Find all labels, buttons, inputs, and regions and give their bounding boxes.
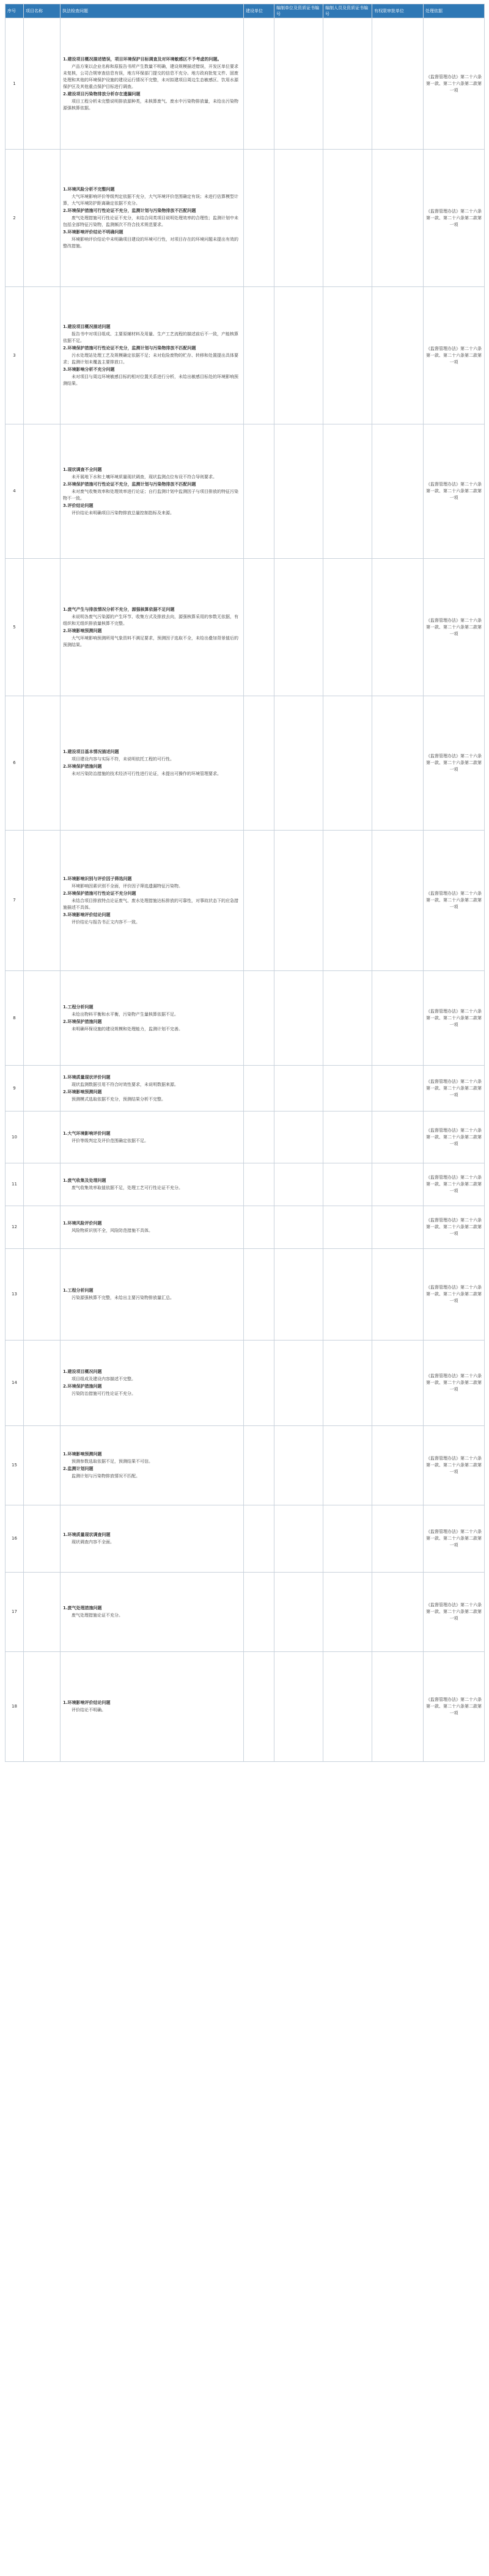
handling-basis: 《监督管理办法》第二十六条第一款、第二十六条第二款第一项 [424, 831, 485, 971]
handling-basis: 《监督管理办法》第二十六条第一款、第二十六条第二款第一项 [424, 150, 485, 287]
issue-text: 环境影响因素识别不全面，评价因子筛选遗漏特征污染物。 [72, 883, 183, 889]
compiler-staff [323, 1426, 372, 1505]
compiler-unit [274, 696, 323, 831]
issue-cell [61, 831, 244, 971]
compiler-unit [274, 1249, 323, 1341]
issue-heading: 1.废气收集及处理问题 [63, 1178, 106, 1183]
issue-text: 项目建设内容与实际不符，未说明依托工程的可行性。 [72, 757, 174, 762]
row-number: 17 [6, 1573, 24, 1652]
issue-heading: 2.监测计划问题 [63, 1466, 94, 1471]
issue-text: 风险物质识别不全，风险防范措施不具体。 [72, 1228, 153, 1233]
issue-heading: 1.环境质量现状评价问题 [63, 1074, 111, 1080]
header-approval-unit: 有权限审批单位 [372, 4, 424, 18]
approval-unit [372, 1505, 424, 1573]
table-row [6, 18, 485, 150]
handling-basis: 《监督管理办法》第二十六条第一款、第二十六条第二款第一项 [424, 1652, 485, 1762]
approval-unit [372, 971, 424, 1066]
project-name [24, 1341, 61, 1426]
compiler-unit [274, 287, 323, 424]
issue-text: 预测参数选取依据不足，预测结果不可信。 [72, 1459, 153, 1464]
issue-heading: 2.环境保护措施可行性论证不充分，监测计划与污染物排放不匹配问题 [63, 346, 196, 351]
compiler-unit [274, 1573, 323, 1652]
row-number: 8 [6, 971, 24, 1066]
project-name [24, 1163, 61, 1206]
row-number: 9 [6, 1066, 24, 1112]
table-header-row [6, 4, 485, 18]
approval-unit [372, 831, 424, 971]
table-row [6, 1206, 485, 1249]
issue-text: 评价结论与报告书正文内容不一致。 [72, 919, 140, 925]
project-name [24, 287, 61, 424]
table-row [6, 971, 485, 1066]
handling-basis: 《监督管理办法》第二十六条第一款、第二十六条第二款第一项 [424, 1426, 485, 1505]
issue-text: 评价结论未明确项目污染物排放总量控制指标及来源。 [72, 510, 174, 515]
compiler-unit [274, 1652, 323, 1762]
table-row [6, 424, 485, 559]
row-number: 5 [6, 559, 24, 696]
builder-unit [244, 559, 274, 696]
issue-text: 未结合项目排放特点论证废气、废水处理措施达标排放的可靠性，对事故状态下的应急措施描述不具体。 [63, 898, 238, 910]
issue-heading: 2.环境影响预测问题 [63, 628, 102, 633]
issue-heading: 3.环境影响评价结论不明确问题 [63, 230, 123, 235]
project-name [24, 971, 61, 1066]
issue-text: 产品方案以企业名称和原报告书所产生数量不明确，建设规模描述错误，开发区单位要求未复核，公司合规审查信息有误，地方环保部门提交的信息不充分。地方政府批复文件、固废处理和其他的环境保护设施的建设运行情况不完整，未对拟建项目周边生态敏感区、饮用水源保护区及其他重点保护目标进行调查。 [63, 64, 238, 89]
table-body [6, 18, 485, 1762]
issue-text: 未对项目与周边环境敏感目标的相对位置关系进行分析，未给出敏感目标处的环境影响预测结果。 [63, 374, 238, 386]
approval-unit [372, 559, 424, 696]
row-number: 15 [6, 1426, 24, 1505]
builder-unit [244, 150, 274, 287]
issue-heading: 1.环境影响评价结论问题 [63, 1700, 111, 1705]
builder-unit [244, 1426, 274, 1505]
builder-unit [244, 971, 274, 1066]
issue-heading: 1.建设项目概况描述错误，项目环境保护目标调查及对环境敏感区不予考虑的问题。 [63, 56, 222, 62]
builder-unit [244, 424, 274, 559]
handling-basis: 《监督管理办法》第二十六条第一款、第二十六条第二款第一项 [424, 1206, 485, 1249]
issue-heading: 3.环境影响评价结论问题 [63, 912, 111, 917]
table-row [6, 831, 485, 971]
issue-heading: 3.评价结论问题 [63, 503, 94, 508]
compiler-unit [274, 1206, 323, 1249]
row-number: 1 [6, 18, 24, 150]
handling-basis: 《监督管理办法》第二十六条第一款、第二十六条第二款第一项 [424, 1573, 485, 1652]
issue-heading: 1.环境影响识别与评价因子筛选问题 [63, 876, 132, 881]
project-name [24, 18, 61, 150]
issue-heading: 1.工程分析问题 [63, 1004, 94, 1010]
issue-cell [61, 1573, 244, 1652]
issue-cell [61, 971, 244, 1066]
issue-cell [61, 287, 244, 424]
issue-heading: 2.环境保护措施问题 [63, 764, 102, 769]
issue-heading: 2.环境影响预测问题 [63, 1089, 102, 1094]
issue-text: 现状调查内容不全面。 [72, 1540, 114, 1545]
approval-unit [372, 1652, 424, 1762]
builder-unit [244, 1505, 274, 1573]
compiler-unit [274, 424, 323, 559]
table-row [6, 1249, 485, 1341]
compiler-staff [323, 1249, 372, 1341]
issue-text: 现状监测数据引用不符合时效性要求，未说明数据来源。 [72, 1082, 178, 1087]
header-issues: 执法检查问题 [61, 4, 244, 18]
issue-text: 未对污染防治措施的技术经济可行性进行论证，未提出可操作的环境管理要求。 [72, 771, 221, 776]
approval-unit [372, 18, 424, 150]
issue-text: 未给出物料平衡和水平衡，污染物产生量核算依据不足。 [72, 1011, 178, 1017]
issue-cell [61, 1206, 244, 1249]
compiler-unit [274, 1341, 323, 1426]
inspection-table [5, 4, 485, 1762]
header-builder: 建设单位 [244, 4, 274, 18]
approval-unit [372, 1426, 424, 1505]
handling-basis: 《监督管理办法》第二十六条第一款、第二十六条第二款第一项 [424, 696, 485, 831]
table-row [6, 696, 485, 831]
issue-text: 预测模式选取依据不充分，预测结果分析不完整。 [72, 1096, 166, 1102]
compiler-staff [323, 287, 372, 424]
table-row [6, 1112, 485, 1163]
compiler-unit [274, 831, 323, 971]
project-name [24, 696, 61, 831]
issue-cell [61, 424, 244, 559]
compiler-staff [323, 18, 372, 150]
header-no: 序号 [6, 4, 24, 18]
table-row [6, 1573, 485, 1652]
document-page [5, 4, 484, 1762]
compiler-unit [274, 1426, 323, 1505]
project-name [24, 1112, 61, 1163]
project-name [24, 559, 61, 696]
table-row [6, 1505, 485, 1573]
compiler-staff [323, 1505, 372, 1573]
handling-basis: 《监督管理办法》第二十六条第一款、第二十六条第二款第一项 [424, 1066, 485, 1112]
builder-unit [244, 1066, 274, 1112]
handling-basis: 《监督管理办法》第二十六条第一款、第二十六条第二款第一项 [424, 1249, 485, 1341]
issue-heading: 2.环境保护措施可行性论证不充分，监测计划与污染物排放不匹配问题 [63, 208, 196, 213]
row-number: 12 [6, 1206, 24, 1249]
issue-text: 大气环境影响评价等级判定依据不充分，大气环境评价范围确定有误；未进行估算模型计算，大气环境防护距离确定依据不充分。 [63, 194, 238, 206]
issue-heading: 1.建设项目概况描述问题 [63, 324, 111, 329]
approval-unit [372, 287, 424, 424]
compiler-staff [323, 1206, 372, 1249]
compiler-unit [274, 1066, 323, 1112]
issue-text: 项目工程分析未完整说明排放源种类，未核算废气、废水中污染物排放量，未给出污染物源强核算依据。 [63, 98, 238, 111]
handling-basis: 《监督管理办法》第二十六条第一款、第二十六条第二款第一项 [424, 559, 485, 696]
builder-unit [244, 18, 274, 150]
compiler-staff [323, 1652, 372, 1762]
builder-unit [244, 696, 274, 831]
issue-text: 未开展地下水和土壤环境质量现状调查，现状监测点位布设不符合导则要求。 [72, 474, 217, 479]
issue-heading: 3.环境影响分析不充分问题 [63, 367, 115, 372]
project-name [24, 1505, 61, 1573]
project-name [24, 150, 61, 287]
compiler-staff [323, 424, 372, 559]
row-number: 3 [6, 287, 24, 424]
issue-cell [61, 1249, 244, 1341]
handling-basis: 《监督管理办法》第二十六条第一款、第二十六条第二款第一项 [424, 18, 485, 150]
table-row [6, 1163, 485, 1206]
row-number: 7 [6, 831, 24, 971]
issue-text: 报告书中对项目组成、主要原辅材料及用量、生产工艺流程的描述前后不一致，产能核算依据不足。 [63, 332, 238, 343]
approval-unit [372, 424, 424, 559]
table-row [6, 1066, 485, 1112]
builder-unit [244, 1112, 274, 1163]
builder-unit [244, 1652, 274, 1762]
compiler-staff [323, 831, 372, 971]
handling-basis: 《监督管理办法》第二十六条第一款、第二十六条第二款第一项 [424, 1112, 485, 1163]
project-name [24, 1066, 61, 1112]
project-name [24, 1652, 61, 1762]
issue-text: 未对废气收集效率和处理效率进行论证；自行监测计划中监测因子与项目排放的特征污染物不一致。 [63, 489, 238, 501]
issue-text: 评价等级判定及评价范围确定依据不足。 [72, 1138, 149, 1143]
issue-cell [61, 18, 244, 150]
issue-cell [61, 1163, 244, 1206]
row-number: 18 [6, 1652, 24, 1762]
compiler-staff [323, 1341, 372, 1426]
row-number: 14 [6, 1341, 24, 1426]
project-name [24, 831, 61, 971]
issue-heading: 1.环境风险分析不完整问题 [63, 187, 115, 192]
approval-unit [372, 150, 424, 287]
approval-unit [372, 1249, 424, 1341]
issue-heading: 1.废气产生与排放情况分析不充分，源强核算依据不足问题 [63, 606, 175, 612]
header-basis: 处理依据 [424, 4, 485, 18]
project-name [24, 1573, 61, 1652]
issue-cell [61, 150, 244, 287]
compiler-staff [323, 971, 372, 1066]
row-number: 13 [6, 1249, 24, 1341]
issue-cell [61, 1066, 244, 1112]
issue-text: 项目组成及建设内容描述不完整。 [72, 1377, 136, 1381]
issue-heading: 2.环境保护措施问题 [63, 1384, 102, 1389]
row-number: 11 [6, 1163, 24, 1206]
approval-unit [372, 1112, 424, 1163]
compiler-unit [274, 1163, 323, 1206]
issue-heading: 1.大气环境影响评价问题 [63, 1130, 111, 1136]
approval-unit [372, 1163, 424, 1206]
compiler-staff [323, 1066, 372, 1112]
handling-basis: 《监督管理办法》第二十六条第一款、第二十六条第二款第一项 [424, 424, 485, 559]
issue-text: 未明确环保设施的建设规模和处理能力，监测计划不完善。 [72, 1026, 183, 1031]
issue-text: 污染防治措施可行性论证不充分。 [72, 1391, 136, 1396]
issue-heading: 1.建设项目概况问题 [63, 1369, 102, 1374]
project-name [24, 1426, 61, 1505]
issue-text: 大气环境影响预测所用气象资料不满足要求，预测因子选取不全，未给出叠加背景值后的预测结果。 [63, 635, 238, 647]
issue-text: 废气处理措施可行性论证不充分，未结合同类项目说明处理效率的合理性；监测计划中未包括全部特征污染物，监测频次不符合技术规范要求。 [63, 216, 238, 227]
approval-unit [372, 696, 424, 831]
compiler-unit [274, 559, 323, 696]
compiler-staff [323, 1163, 372, 1206]
compiler-unit [274, 1505, 323, 1573]
compiler-staff [323, 1573, 372, 1652]
table-row [6, 559, 485, 696]
handling-basis: 《监督管理办法》第二十六条第一款、第二十六条第二款第一项 [424, 1341, 485, 1426]
approval-unit [372, 1206, 424, 1249]
issue-text: 监测计划与污染物排放情况不匹配。 [72, 1474, 140, 1479]
issue-text: 污水处理站处理工艺及规模确定依据不足；未对危险废物的贮存、转移和处置提出具体要求；监测计划未覆盖主要排放口。 [63, 353, 238, 365]
table-row [6, 150, 485, 287]
issue-text: 废气处理措施论证不充分。 [72, 1613, 123, 1618]
row-number: 2 [6, 150, 24, 287]
table-row [6, 1341, 485, 1426]
builder-unit [244, 1206, 274, 1249]
handling-basis: 《监督管理办法》第二十六条第一款、第二十六条第二款第一项 [424, 1505, 485, 1573]
row-number: 10 [6, 1112, 24, 1163]
issue-text: 评价结论不明确。 [72, 1708, 106, 1712]
issue-heading: 2.建设项目污染物排放分析存在遗漏问题 [63, 91, 141, 96]
builder-unit [244, 1163, 274, 1206]
table-row [6, 287, 485, 424]
issue-heading: 1.工程分析问题 [63, 1288, 94, 1293]
issue-text: 废气收集效率取值依据不足，处理工艺可行性论证不充分。 [72, 1185, 183, 1190]
project-name [24, 1249, 61, 1341]
issue-cell [61, 1112, 244, 1163]
builder-unit [244, 1249, 274, 1341]
issue-heading: 1.现状调查不全问题 [63, 467, 102, 472]
issue-cell [61, 1652, 244, 1762]
builder-unit [244, 287, 274, 424]
issue-heading: 1.建设项目基本情况描述问题 [63, 749, 119, 754]
approval-unit [372, 1341, 424, 1426]
approval-unit [372, 1573, 424, 1652]
issue-heading: 1.环境风险评价问题 [63, 1221, 102, 1226]
handling-basis: 《监督管理办法》第二十六条第一款、第二十六条第二款第一项 [424, 1163, 485, 1206]
issue-text: 环境影响评价结论中未明确项目建设的环境可行性，对项目存在的环境问题未提出有效的整改措施。 [63, 237, 238, 249]
handling-basis: 《监督管理办法》第二十六条第一款、第二十六条第二款第一项 [424, 287, 485, 424]
compiler-unit [274, 18, 323, 150]
issue-heading: 2.环境保护措施可行性论证不充分，监测计划与污染物排放不匹配问题 [63, 481, 196, 487]
compiler-unit [274, 150, 323, 287]
issue-cell [61, 696, 244, 831]
builder-unit [244, 831, 274, 971]
builder-unit [244, 1573, 274, 1652]
header-compiler: 编制单位及资质证书编号 [274, 4, 323, 18]
compiler-unit [274, 1112, 323, 1163]
row-number: 4 [6, 424, 24, 559]
compiler-staff [323, 150, 372, 287]
project-name [24, 424, 61, 559]
row-number: 6 [6, 696, 24, 831]
issue-heading: 2.环境保护措施问题 [63, 1019, 102, 1024]
issue-heading: 1.废气处理措施问题 [63, 1606, 102, 1610]
issue-text: 污染源强核算不完整，未给出主要污染物排放量汇总。 [72, 1295, 174, 1300]
approval-unit [372, 1066, 424, 1112]
issue-heading: 2.环境保护措施可行性论证不充分问题 [63, 890, 136, 896]
builder-unit [244, 1341, 274, 1426]
compiler-staff [323, 1112, 372, 1163]
issue-heading: 1.环境质量现状调查问题 [63, 1532, 111, 1537]
project-name [24, 1206, 61, 1249]
compiler-unit [274, 971, 323, 1066]
compiler-staff [323, 559, 372, 696]
issue-text: 未说明各废气污染源的产生环节、收集方式及排放去向，源强核算采用的参数无依据，有组织和无组织排放量核算不完整。 [63, 614, 238, 626]
issue-cell [61, 1426, 244, 1505]
issue-heading: 1.环境影响预测问题 [63, 1452, 102, 1457]
header-staff: 编制人员及资质证书编号 [323, 4, 372, 18]
issue-cell [61, 1505, 244, 1573]
issue-cell [61, 1341, 244, 1426]
issue-cell [61, 559, 244, 696]
row-number: 16 [6, 1505, 24, 1573]
compiler-staff [323, 696, 372, 831]
handling-basis: 《监督管理办法》第二十六条第一款、第二十六条第二款第一项 [424, 971, 485, 1066]
table-row [6, 1652, 485, 1762]
table-row [6, 1426, 485, 1505]
header-project-name: 项目名称 [24, 4, 61, 18]
